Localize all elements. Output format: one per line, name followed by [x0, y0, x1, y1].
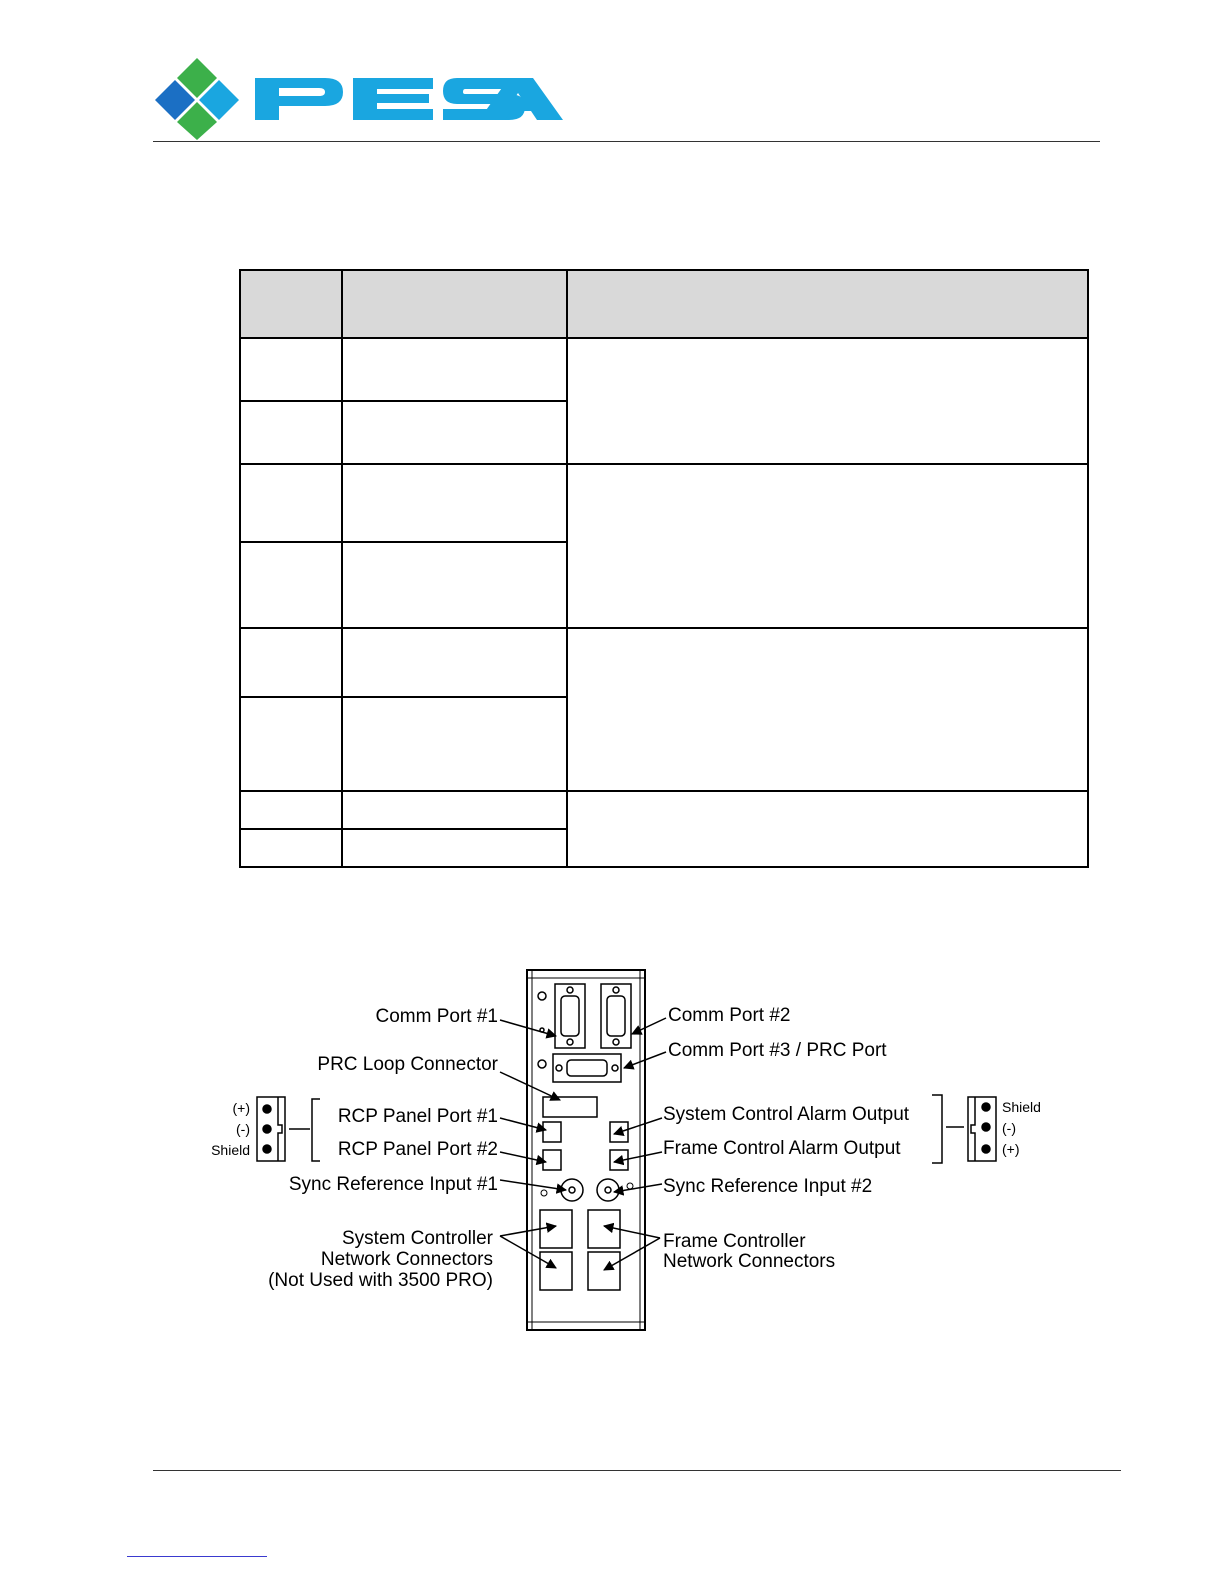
- system-controller-label: System Controller: [342, 1228, 493, 1249]
- system-alarm-label: System Control Alarm Output: [663, 1104, 910, 1125]
- pesa-logo: [155, 58, 565, 140]
- prc-loop-label: PRC Loop Connector: [317, 1054, 498, 1075]
- system-network-connector: [540, 1210, 572, 1248]
- table-cell: [240, 464, 342, 542]
- table-cell: [342, 829, 567, 867]
- rear-panel-diagram: [190, 960, 1070, 1340]
- comm-port-3-connector: [553, 1054, 621, 1082]
- right-terminal-block: [932, 1095, 996, 1163]
- terminal-label: (+): [1002, 1141, 1020, 1157]
- table-row: [240, 791, 1088, 829]
- table-cell: [342, 697, 567, 791]
- table-cell: [240, 829, 342, 867]
- table-cell: [342, 628, 567, 697]
- sync-ref-2-label: Sync Reference Input #2: [663, 1176, 873, 1197]
- frame-alarm-label: Frame Control Alarm Output: [663, 1138, 901, 1159]
- table-cell: [240, 697, 342, 791]
- system-network-connector: [540, 1252, 572, 1290]
- table-cell: [240, 542, 342, 628]
- table-cell: [342, 791, 567, 829]
- comm-port-2-label: Comm Port #2: [668, 1005, 791, 1026]
- sync-ref-2-bnc: [597, 1179, 619, 1201]
- table-cell: [240, 338, 342, 401]
- table-cell-merged: [567, 464, 1088, 628]
- table-cell: [342, 401, 567, 464]
- rcp-port-1-connector: [543, 1122, 561, 1142]
- screw-icon: [538, 992, 546, 1068]
- comm-port-1-connector: [555, 984, 585, 1048]
- table-row: [240, 338, 1088, 401]
- table-cell: [240, 791, 342, 829]
- prc-loop-connector: [543, 1097, 597, 1117]
- rcp-port-2-label: RCP Panel Port #2: [337, 1139, 498, 1160]
- table-cell-merged: [567, 628, 1088, 791]
- terminal-label: (-): [236, 1121, 250, 1137]
- comm-port-1-label: Comm Port #1: [375, 1006, 498, 1027]
- pin-table: [239, 269, 1089, 868]
- terminal-label: (+): [232, 1100, 250, 1116]
- comm-port-2-connector: [601, 984, 631, 1048]
- footer-link-underline[interactable]: [127, 1556, 267, 1557]
- callout-arrows: [500, 1018, 666, 1270]
- header-rule: [153, 141, 1100, 142]
- terminal-label: (-): [1002, 1120, 1016, 1136]
- table-header-cell: [240, 270, 342, 338]
- left-terminal-block: [257, 1097, 320, 1161]
- table-row: [240, 464, 1088, 542]
- table-cell: [342, 542, 567, 628]
- table-cell: [240, 628, 342, 697]
- table-cell-merged: [567, 791, 1088, 867]
- frame-controller-label: Frame Controller: [663, 1231, 806, 1252]
- table-header-row: [240, 270, 1088, 338]
- table-cell: [342, 464, 567, 542]
- table-row: [240, 628, 1088, 697]
- led-indicator: [541, 1190, 547, 1196]
- led-indicator: [627, 1183, 633, 1189]
- sync-ref-1-label: Sync Reference Input #1: [288, 1174, 498, 1195]
- comm-port-3-label: Comm Port #3 / PRC Port: [668, 1040, 887, 1061]
- terminal-label: Shield: [1002, 1099, 1041, 1115]
- rcp-port-2-connector: [543, 1150, 561, 1170]
- pesa-logo-wordmark: [255, 78, 563, 120]
- terminal-label: Shield: [211, 1142, 250, 1158]
- footer-rule: [153, 1470, 1121, 1471]
- pesa-logo-mark: [155, 58, 239, 140]
- system-controller-label: Network Connectors: [320, 1249, 493, 1270]
- table-cell-merged: [567, 338, 1088, 464]
- table-cell: [240, 401, 342, 464]
- table-cell: [342, 338, 567, 401]
- frame-controller-label: Network Connectors: [663, 1251, 836, 1272]
- frame-network-connector: [588, 1252, 620, 1290]
- table-header-cell: [567, 270, 1088, 338]
- rcp-port-1-label: RCP Panel Port #1: [337, 1106, 498, 1127]
- system-controller-note: (Not Used with 3500 PRO): [268, 1270, 493, 1291]
- table-header-cell: [342, 270, 567, 338]
